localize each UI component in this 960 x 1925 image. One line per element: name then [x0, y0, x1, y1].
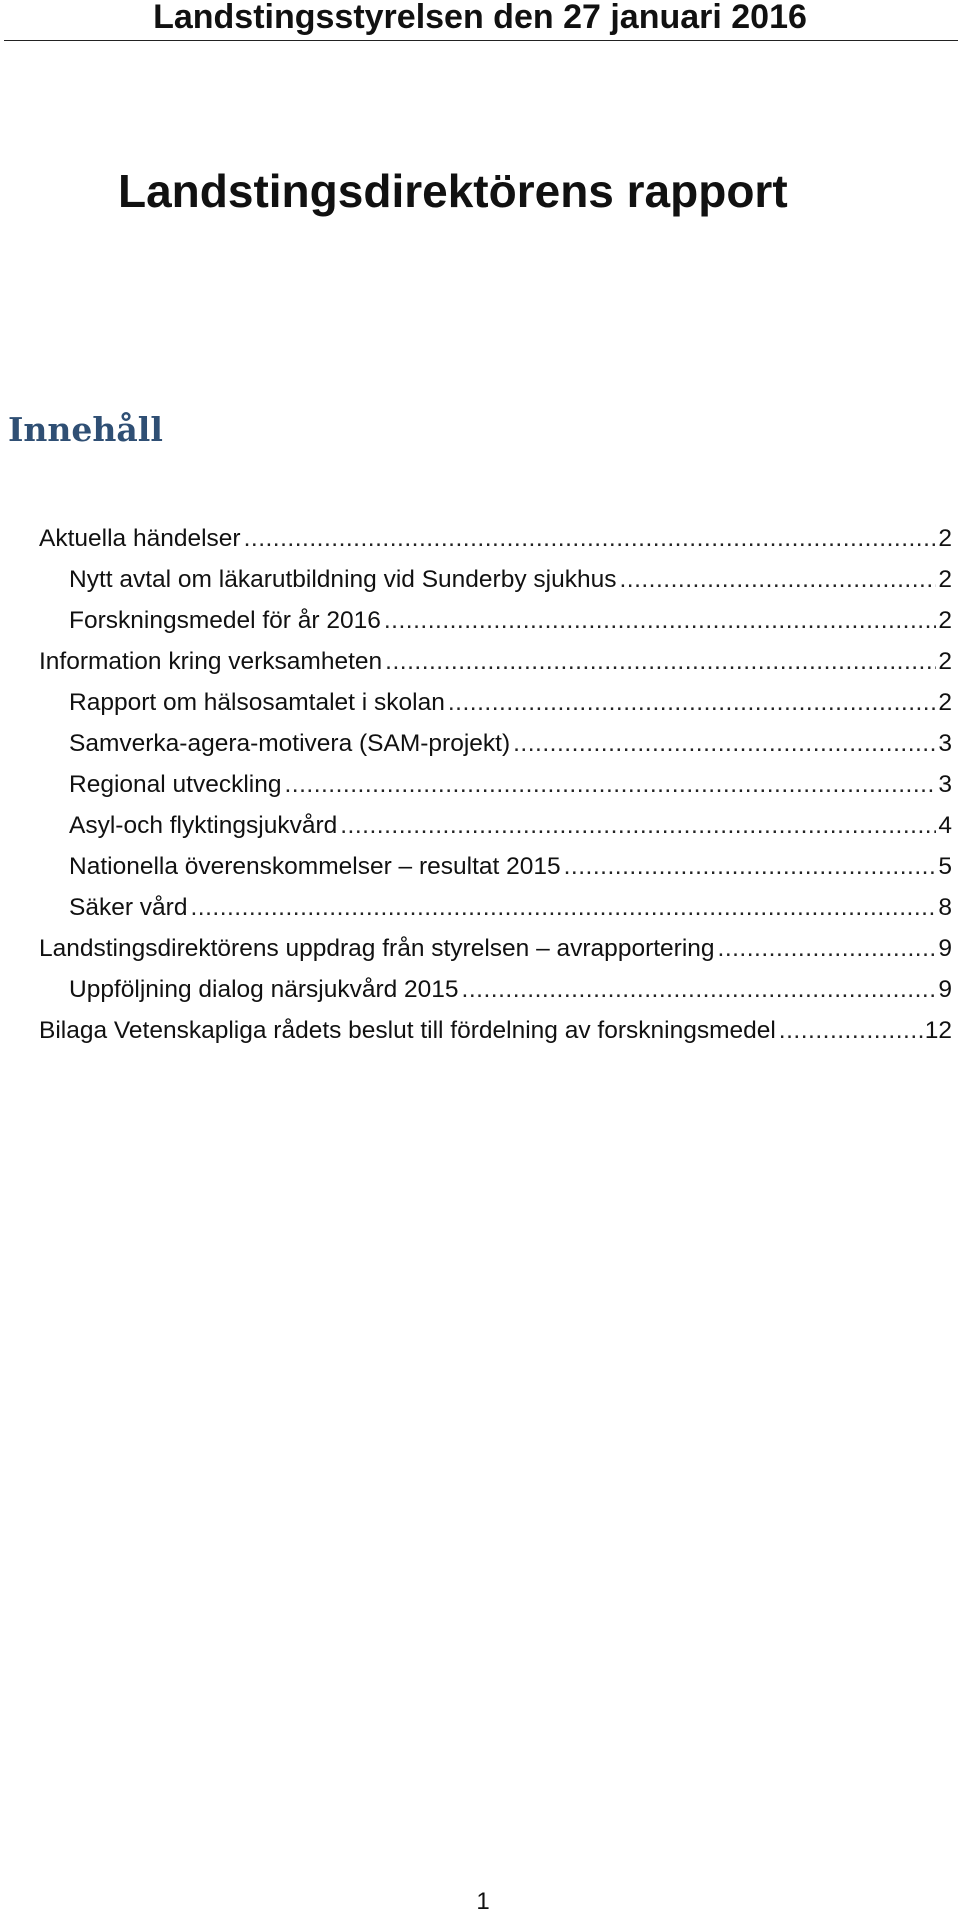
toc-entry-page: 4: [938, 812, 952, 839]
toc-dot-leader: [462, 969, 937, 1010]
toc-entry[interactable]: [0, 682, 960, 723]
toc-entry[interactable]: [0, 559, 960, 600]
toc-dot-leader: [513, 723, 936, 764]
toc-entry[interactable]: [0, 805, 960, 846]
toc-entry[interactable]: [0, 518, 960, 559]
toc-entry[interactable]: [0, 846, 960, 887]
toc-entry-label: Asyl-och flyktingsjukvård: [69, 812, 338, 839]
toc-dot-leader: [244, 518, 937, 559]
toc-entry-label: Samverka-agera-motivera (SAM-projekt): [69, 730, 511, 757]
toc-entry-page: 5: [938, 853, 952, 880]
toc-entry-label: Information kring verksamheten: [39, 648, 383, 675]
toc-dot-leader: [448, 682, 937, 723]
toc-dot-leader: [718, 928, 937, 969]
toc-dot-leader: [385, 641, 936, 682]
toc-entry-page: 2: [938, 648, 952, 675]
header-divider: [4, 40, 958, 41]
toc-entry[interactable]: [0, 887, 960, 928]
toc-entry-page: 2: [938, 689, 952, 716]
toc-entry-page: 3: [938, 730, 952, 757]
page-number: 1: [476, 1888, 490, 1915]
toc-entry-label: Nytt avtal om läkarutbildning vid Sunderby sjukhus: [69, 566, 617, 593]
toc-entry-page: 3: [938, 771, 952, 798]
toc-dot-leader: [384, 600, 937, 641]
toc-entry-page: 8: [938, 894, 952, 921]
toc-entry-label: Forskningsmedel för år 2016: [69, 607, 381, 634]
toc-entry[interactable]: [0, 764, 960, 805]
toc-entry[interactable]: [0, 928, 960, 969]
toc-dot-leader: [340, 805, 936, 846]
document-title: Landstingsdirektörens rapport: [118, 165, 788, 217]
toc-entry-page: 9: [938, 976, 952, 1003]
toc-entry-label: Regional utveckling: [69, 771, 282, 798]
toc-heading: Innehåll: [8, 410, 163, 449]
toc-entry-label: Aktuella händelser: [39, 525, 241, 552]
toc-dot-leader: [190, 887, 936, 928]
toc-dot-leader: [619, 559, 936, 600]
toc-entry-label: Nationella överenskommelser – resultat 2015: [69, 853, 561, 880]
table-of-contents: [0, 518, 960, 1051]
toc-entry[interactable]: [0, 969, 960, 1010]
toc-entry-page: 2: [938, 566, 952, 593]
toc-dot-leader: [564, 846, 937, 887]
toc-entry[interactable]: [0, 600, 960, 641]
toc-entry-label: Uppföljning dialog närsjukvård 2015: [69, 976, 459, 1003]
toc-entry-page: 2: [938, 525, 952, 552]
toc-entry[interactable]: [0, 1010, 960, 1051]
running-header-title: Landstingsstyrelsen den 27 januari 2016: [153, 0, 807, 36]
toc-entry-page: 2: [938, 607, 952, 634]
toc-entry-label: Bilaga Vetenskapliga rådets beslut till fördelning av forskningsmedel: [39, 1017, 776, 1044]
toc-dot-leader: [779, 1010, 923, 1051]
toc-entry-page: 12: [924, 1017, 952, 1044]
toc-entry[interactable]: [0, 641, 960, 682]
toc-entry-page: 9: [938, 935, 952, 962]
toc-entry-label: Landstingsdirektörens uppdrag från styrelsen – avrapportering: [39, 935, 715, 962]
toc-entry-label: Säker vård: [69, 894, 188, 921]
toc-entry[interactable]: [0, 723, 960, 764]
toc-dot-leader: [284, 764, 936, 805]
toc-entry-label: Rapport om hälsosamtalet i skolan: [69, 689, 445, 716]
